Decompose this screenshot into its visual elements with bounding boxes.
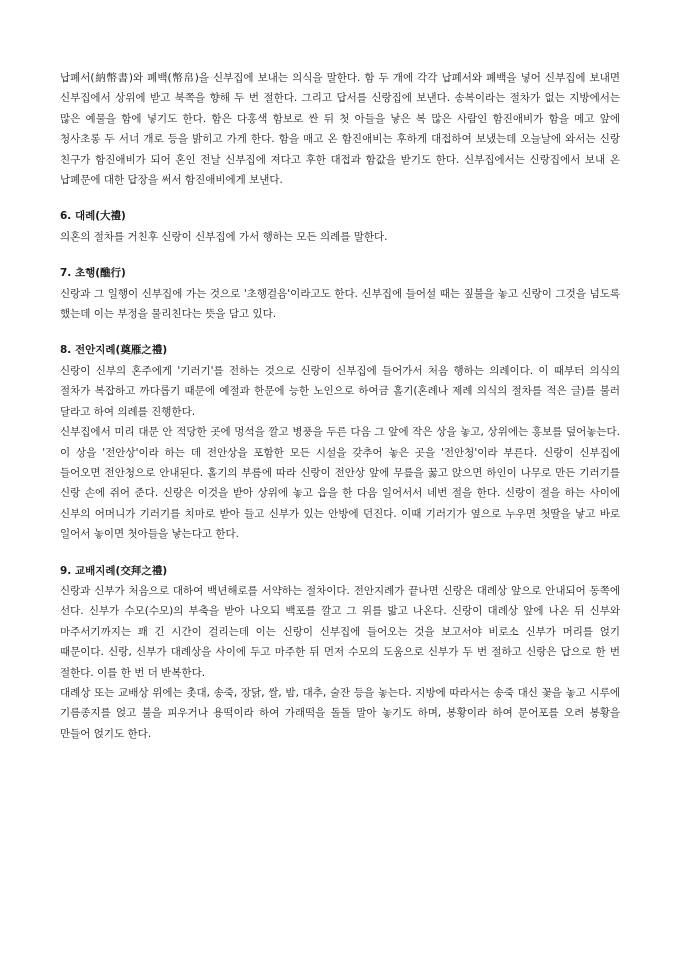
section-gyobaejirye [60, 561, 620, 745]
intro-paragraph: 납폐서(納幣書)와 폐백(幣帛)을 신부집에 보내는 의식을 말한다. 함 두 개에 각각 납폐서와 폐백을 넣어 신부집에 보내면 신부집에서 상위에 받고 북쪽을 향해 두 번 절한다. 그리고 답서를 신랑집에 보낸다. 송복이라는 절차가 없는 지방에서는 많은 예물을 함에 넣기도 한다. 함은 다홍색 함보로 싼 뒤 첫 아들을 낳은 복 많은 사람인 함진애비가 함을 메고 앞에 청사초롱 두 서너 개로 등을 밝히고 가게 한다. 함을 매고 온 함진애비는 후하게 대접하여 보냈는데 오늘날에 와서는 신랑 친구가 함진애비가 되어 혼인 전날 신부집에 져다고 후한 대접과 함값을 받기도 한다. 신부집에서는 신랑집에서 보내 온 납폐문에 대한 답장을 써서 함진애비에게 보낸다. [60, 72, 620, 187]
section-heading: 6. 대례(大禮) [60, 210, 126, 223]
section-heading: 7. 초행(醮行) [60, 267, 126, 280]
section-paragraph: 신랑과 신부가 처음으로 대하여 백년해로를 서약하는 절차이다. 전안지례가 끝나면 신랑은 대례상 앞으로 안내되어 동쪽에 선다. 신부가 수모(수모)의 부축을 받아 나오되 백포를 깔고 그 위를 밟고 나온다. 신랑이 대례상 앞에 나온 뒤 신부와 마주서기까지는 꽤 긴 시간이 걸리는데 이는 신랑이 신부집에 들어오는 것을 보고서야 비로소 신부가 머리를 얹기 때문이다. 신랑, 신부가 대례상을 사이에 두고 마주한 뒤 먼저 수모의 도움으로 신부가 두 번 절하고 신랑은 답으로 한 번 절한다. 이를 한 번 더 반복한다. [60, 584, 620, 679]
section-paragraph: 대례상 또는 교배상 위에는 촛대, 송죽, 장닭, 쌀, 밤, 대추, 술잔 등을 놓는다. 지방에 따라서는 송죽 대신 꽃을 놓고 시루에 기름종지를 얹고 불을 피우거나 용떡이라 하여 가래떡을 돌돌 말아 놓기도 하며, 봉황이라 하여 문어포를 오려 봉황을 만들어 얹기도 한다. [60, 686, 620, 740]
document-page [60, 68, 620, 744]
section-jeonanjirye [60, 340, 620, 544]
section-chohaeng [60, 263, 620, 324]
section-paragraph: 신부집에서 미리 대문 안 적당한 곳에 멍석을 깔고 병풍을 두른 다음 그 앞에 작은 상을 놓고, 상위에는 홍보를 덮어놓는다. 이 상을 '전안상'이라 하는 데 전안상을 포함한 모든 시설을 갖추어 놓은 곳을 '전안청'이라 부른다. 신랑이 신부집에 들어오면 전안청으로 안내된다. 홀기의 부름에 따라 신랑이 전안상 앞에 무릎을 꿇고 앉으면 하인이 나무로 만든 기러기를 신랑 손에 쥐어 준다. 신랑은 이것을 받아 상위에 놓고 읍을 한 다음 일어서서 네번 절을 한다. 신랑이 절을 하는 사이에 신부의 어머니가 기러기를 치마로 받아 들고 신부가 있는 안방에 던진다. 이때 기러기가 옆으로 누우면 첫딸을 낳고 바로 일어서 놓이면 첫아들을 낳는다고 한다. [60, 426, 620, 541]
section-daerye [60, 206, 620, 247]
section-paragraph: 신랑과 그 일행이 신부집에 가는 것으로 '초행걸음'이라고도 한다. 신부집에 들어설 때는 짚불을 놓고 신랑이 그것을 넘도록 했는데 이는 부정을 물리친다는 뜻을 담고 있다. [60, 287, 620, 321]
section-heading: 8. 전안지례(奠雁之禮) [60, 344, 168, 357]
section-heading: 9. 교배지례(交拜之禮) [60, 564, 168, 577]
section-paragraph: 신랑이 신부의 혼주에게 '기러기'를 전하는 것으로 신랑이 신부집에 들어가서 처음 행하는 의례이다. 이 때부터 의식의 절차가 복잡하고 까다롭기 때문에 예절과 한문에 능한 노인으로 하여금 홀기(혼례나 제례 의식의 절차를 적은 글)를 불러 달라고 하여 의례를 진행한다. [60, 364, 620, 418]
section-paragraph: 의혼의 절차를 거친후 신랑이 신부집에 가서 행하는 모든 의례를 말한다. [60, 230, 388, 243]
